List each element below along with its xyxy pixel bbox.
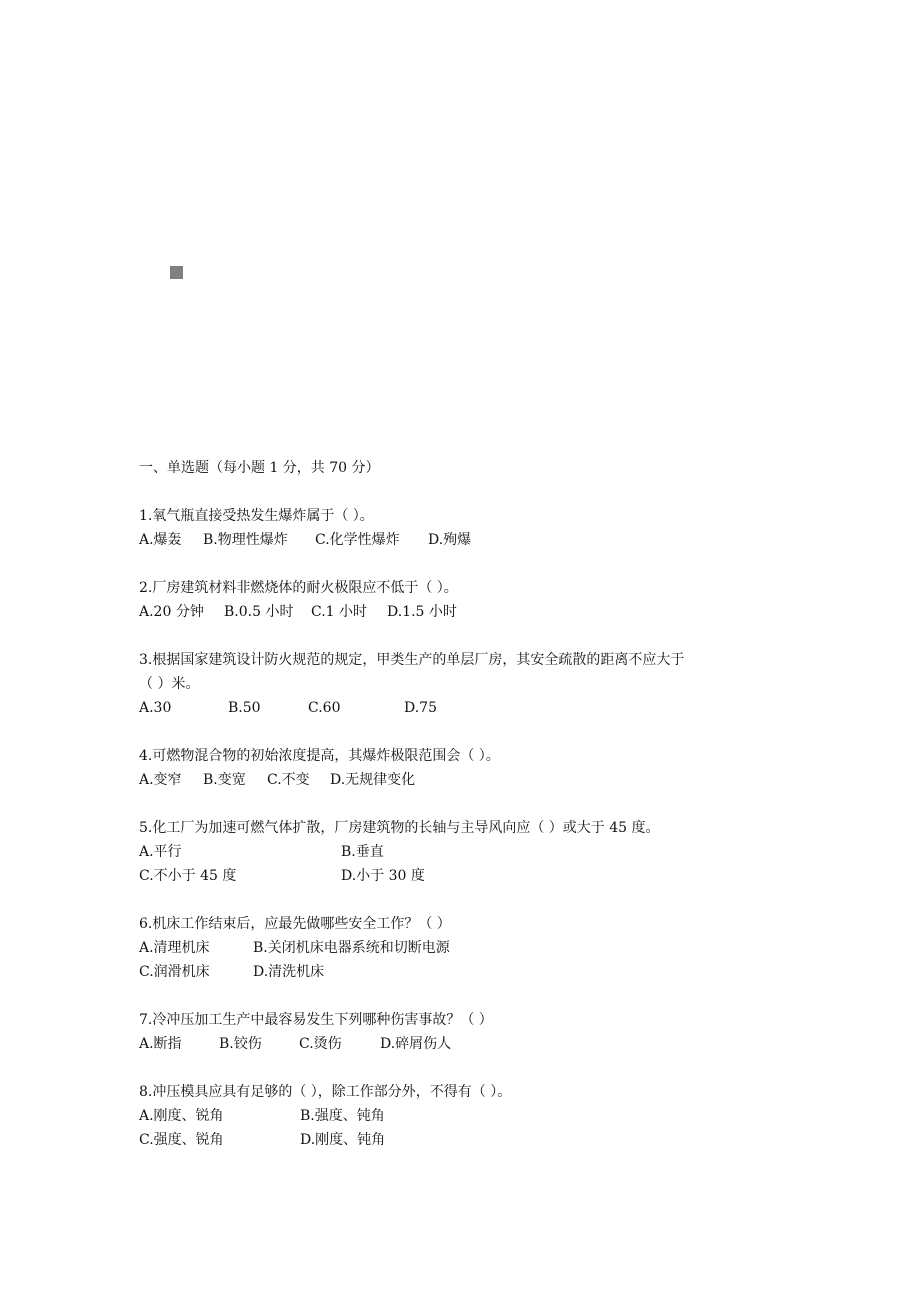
question-3	[139, 648, 799, 720]
option-c: C.60	[308, 700, 341, 716]
options-row-2	[139, 1128, 799, 1152]
option-b: B.变宽	[203, 772, 246, 788]
option-c: C.化学性爆炸	[315, 532, 400, 548]
question-6	[139, 912, 799, 984]
section-title: 一、单选题（每小题 1 分，共 70 分）	[139, 460, 380, 476]
option-d: D.无规律变化	[330, 772, 416, 788]
options-row	[139, 768, 799, 792]
question-stem: 3.根据国家建筑设计防火规范的规定，甲类生产的单层厂房，其安全疏散的距离不应大于	[139, 652, 685, 668]
question-5	[139, 816, 799, 888]
option-d: D.殉爆	[428, 532, 472, 548]
option-d: D.碎屑伤人	[380, 1036, 452, 1052]
option-d: D.清洗机床	[253, 964, 325, 980]
options-row	[139, 528, 799, 552]
options-row	[139, 696, 799, 720]
question-8	[139, 1080, 799, 1152]
option-d: D.75	[404, 700, 437, 716]
options-row-2	[139, 960, 799, 984]
option-a: A.清理机床	[139, 940, 210, 956]
option-b: B.垂直	[341, 844, 384, 860]
option-b: B.0.5 小时	[224, 604, 294, 620]
option-c: C.润滑机床	[139, 964, 210, 980]
question-7	[139, 1008, 799, 1056]
option-a: A.断指	[139, 1036, 182, 1052]
gray-square-marker	[170, 266, 183, 279]
option-c: C.1 小时	[311, 604, 368, 620]
option-a: A.刚度、锐角	[139, 1108, 224, 1124]
option-c: C.不小于 45 度	[139, 868, 237, 884]
exam-document	[139, 456, 799, 1176]
question-stem-continuation: （ ）米。	[139, 676, 200, 692]
option-a: A.20 分钟	[139, 604, 204, 620]
options-row-1	[139, 1104, 799, 1128]
option-a: A.平行	[139, 844, 182, 860]
option-a: A.变窄	[139, 772, 182, 788]
question-stem: 5.化工厂为加速可燃气体扩散，厂房建筑物的长轴与主导风向应（ ）或大于 45 度。	[139, 820, 660, 836]
option-b: B.50	[228, 700, 261, 716]
options-row-2	[139, 864, 799, 888]
question-1	[139, 504, 799, 552]
options-row	[139, 600, 799, 624]
option-b: B.物理性爆炸	[203, 532, 288, 548]
option-c: C.不变	[267, 772, 310, 788]
question-stem: 4.可燃物混合物的初始浓度提高，其爆炸极限范围会（ ）。	[139, 748, 500, 764]
option-b: B.强度、钝角	[300, 1108, 385, 1124]
option-b: B.关闭机床电器系统和切断电源	[253, 940, 450, 956]
option-d: D.1.5 小时	[387, 604, 457, 620]
option-d: D.刚度、钝角	[300, 1132, 386, 1148]
question-2	[139, 576, 799, 624]
options-row	[139, 1032, 799, 1056]
option-c: C.烫伤	[299, 1036, 342, 1052]
option-c: C.强度、锐角	[139, 1132, 224, 1148]
question-stem: 6.机床工作结束后，应最先做哪些安全工作？（ ）	[139, 916, 451, 932]
question-stem: 2.厂房建筑材料非燃烧体的耐火极限应不低于（ ）。	[139, 580, 458, 596]
option-a: A.爆轰	[139, 532, 182, 548]
option-d: D.小于 30 度	[341, 868, 425, 884]
question-stem: 8.冲压模具应具有足够的（ ），除工作部分外，不得有（ ）。	[139, 1084, 512, 1100]
options-row-1	[139, 936, 799, 960]
option-a: A.30	[139, 700, 172, 716]
question-4	[139, 744, 799, 792]
question-stem: 7.冷冲压加工生产中最容易发生下列哪种伤害事故？（ ）	[139, 1012, 493, 1028]
options-row-1	[139, 840, 799, 864]
question-stem: 1.氧气瓶直接受热发生爆炸属于（ ）。	[139, 508, 374, 524]
option-b: B.铰伤	[219, 1036, 262, 1052]
